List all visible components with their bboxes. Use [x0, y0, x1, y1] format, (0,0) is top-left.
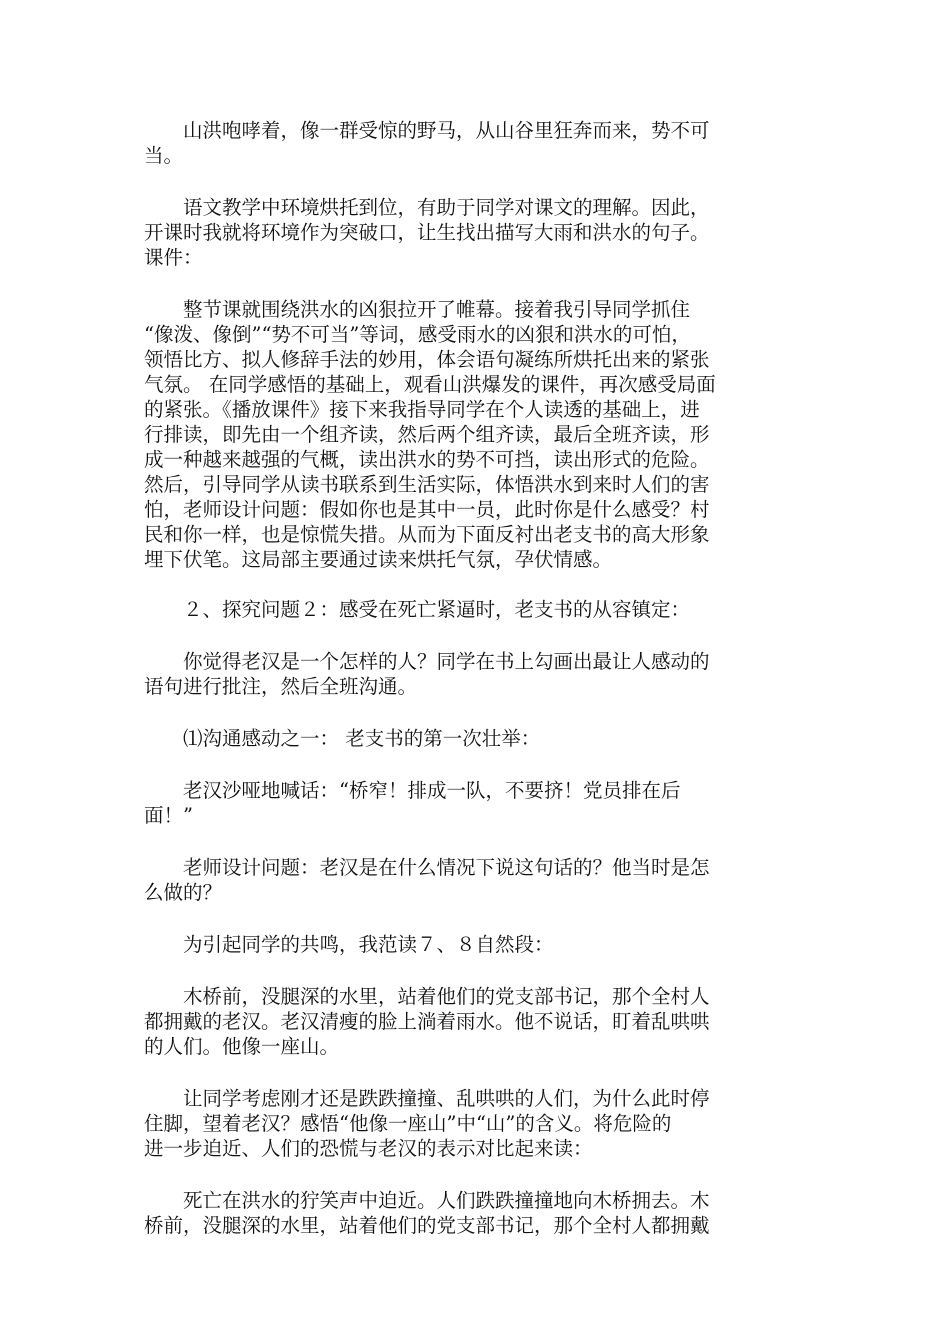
- paragraph-lesson-process: 整节课就围绕洪水的凶狠拉开了帷幕。接着我引导同学抓住 “像泼、像倒”“势不可当”等词，感受雨水的凶狠和洪水的可怕， 领悟比方、拟人修辞手法的妙用，体会语句凝练所烘托出来的紧张 气氛。 在同学感悟的基础上，观看山洪爆发的课件，再次感受局面 的紧张。《播放课件》接下来我指导同学在个人读透的基础上，进 行排读，即先由一个组齐读，然后两个组齐读，最后全班齐读，形 成一种越来越强的气概，读出洪水的势不可挡，读出形式的危险。 然后，引导同学从读书联系到生活实际，体悟洪水到来时人们的害 怕，老师设计问题：假如你也是其中一员，此时你是什么感受？村 民和你一样，也是惊慌失措。从而为下面反衬出老支书的高大形象 埋下伏笔。这局部主要通过读来烘托气氛，孕伏情感。: [144, 298, 716, 571]
- paragraph-death-approaching: 死亡在洪水的狞笑声中迫近。人们跌跌撞撞地向木桥拥去。木 桥前，没腿深的水里，站着他们的党支部书记，那个全村人都拥戴: [144, 1189, 710, 1237]
- document-page: [144, 118, 814, 1238]
- paragraph-spacer: [144, 1059, 814, 1086]
- paragraph-section-heading: ２、探究问题２：感受在死亡紧逼时，老支书的从容镇定：: [183, 598, 691, 621]
- paragraph-spacer: [144, 905, 814, 932]
- paragraph-spacer: [144, 751, 814, 778]
- paragraph-spacer: [144, 572, 814, 597]
- paragraph-subheading: ⑴沟通感动之一： 老支书的第一次壮举：: [183, 727, 541, 750]
- paragraph-question: 你觉得老汉是一个怎样的人？同学在书上勾画出最让人感动的 语句进行批注，然后全班沟通。: [144, 650, 710, 698]
- paragraph-spacer: [144, 622, 814, 649]
- paragraph-flood-description: 山洪咆哮着，像一群受惊的野马，从山谷里狂奔而来，势不可 当。: [144, 119, 710, 167]
- paragraph-bridge-scene: 木桥前，没腿深的水里，站着他们的党支部书记，那个全村人 都拥戴的老汉。老汉清瘦的脸上淌着雨水。他不说话，盯着乱哄哄 的人们。他像一座山。: [144, 985, 710, 1058]
- paragraph-spacer: [144, 828, 814, 855]
- paragraph-quote: 老汉沙哑地喊话：“桥窄！排成一队，不要挤！党员排在后 面！”: [144, 779, 681, 827]
- paragraph-spacer: [144, 168, 814, 195]
- paragraph-spacer: [144, 957, 814, 984]
- paragraph-reflection: 让同学考虑刚才还是跌跌撞撞、乱哄哄的人们，为什么此时停 住脚，望着老汉？感悟“他像一座山”中“山”的含义。将危险的 进一步迫近、人们的恐慌与老汉的表示对比起来读：: [144, 1087, 710, 1160]
- paragraph-reading-intro: 为引起同学的共鸣，我范读７、８自然段：: [183, 933, 554, 956]
- paragraph-spacer: [144, 270, 814, 297]
- paragraph-environment-setting: 语文教学中环境烘托到位，有助于同学对课文的理解。因此， 开课时我就将环境作为突破口，让生找出描写大雨和洪水的句子。 课件：: [144, 196, 710, 269]
- paragraph-teacher-question: 老师设计问题：老汉是在什么情况下说这句话的？他当时是怎 么做的？: [144, 856, 710, 904]
- paragraph-spacer: [144, 1161, 814, 1188]
- paragraph-spacer: [144, 699, 814, 726]
